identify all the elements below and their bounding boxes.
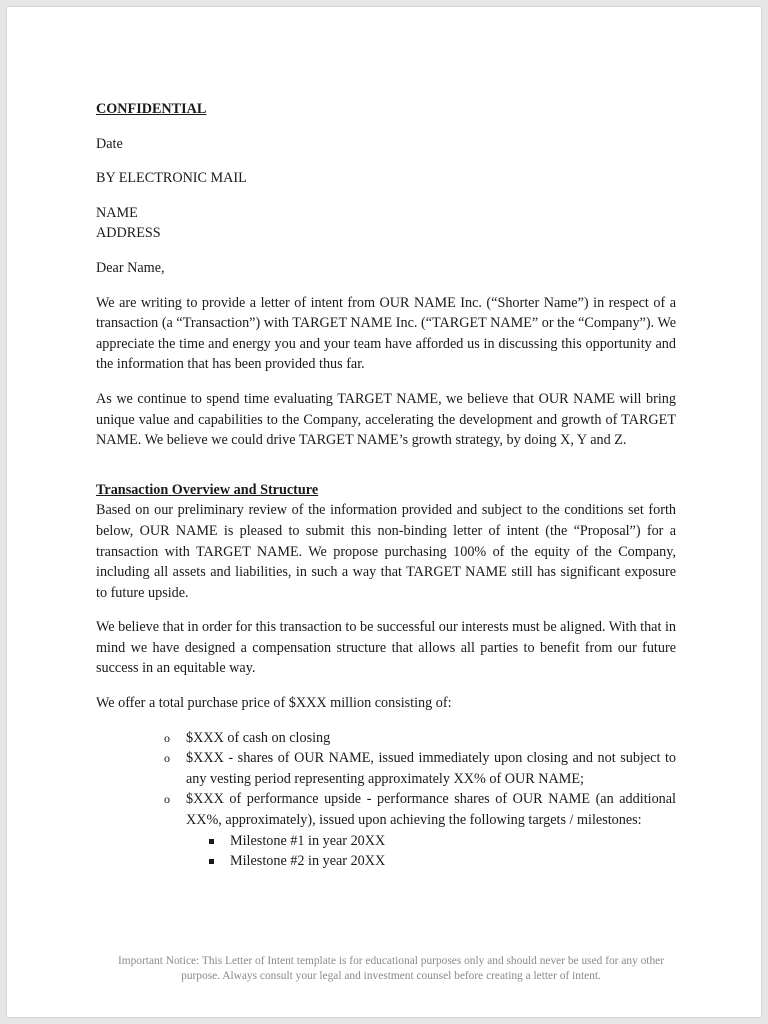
delivery-method: BY ELECTRONIC MAIL <box>96 170 247 187</box>
purchase-price-paragraph: We offer a total purchase price of $XXX million consisting of: <box>96 695 452 712</box>
list-item-text: $XXX of performance upside - performance shares of OUR NAME (an additional XX%, approximately), issued upon achieving the following targets / milestones: <box>186 791 676 829</box>
letter-body <box>96 99 676 872</box>
milestone-item <box>230 831 676 852</box>
date-line: Date <box>96 135 123 152</box>
important-notice: Important Notice: This Letter of Intent template is for educational purposes only and should never be used for any other purpose. Always consult your legal and investment counsel before creating a letter of intent. <box>117 955 665 983</box>
square-bullet-icon <box>209 839 214 844</box>
milestone-text: Milestone #2 in year 20XX <box>230 853 386 870</box>
list-item <box>164 728 676 749</box>
list-item <box>164 748 676 789</box>
milestone-text: Milestone #1 in year 20XX <box>230 832 386 849</box>
recipient-address: ADDRESS <box>96 225 161 242</box>
square-bullet-icon <box>209 859 214 864</box>
salutation: Dear Name, <box>96 259 165 276</box>
alignment-paragraph: We believe that in order for this transaction to be successful our interests must be aligned. With that in mind we have designed a compensation structure that allows all parties to benefit from our future success in an equitable way. <box>96 619 676 677</box>
list-item-text: $XXX of cash on closing <box>186 729 331 746</box>
intro-paragraph: We are writing to provide a letter of intent from OUR NAME Inc. (“Shorter Name”) in respect of a transaction (a “Transaction”) with TARGET NAME Inc. (“TARGET NAME” or the “Company”). We appreciate the time and energy you and your team have afforded us in discussing this opportunity and the information that has been provided thus far. <box>96 294 676 373</box>
list-item <box>164 789 676 871</box>
milestone-list <box>186 831 676 872</box>
recipient-block <box>96 203 676 244</box>
list-item-text: $XXX - shares of OUR NAME, issued immediately upon closing and not subject to any vesting period representing approximately XX% of OUR NAME; <box>186 750 676 787</box>
circle-bullet-icon: o <box>164 792 170 807</box>
milestone-item <box>230 851 676 872</box>
proposal-paragraph: Based on our preliminary review of the information provided and subject to the conditions set forth below, OUR NAME is pleased to submit this non-binding letter of intent (the “Proposal”) for a transaction with TARGET NAME. We propose purchasing 100% of the equity of the Company, including all assets and liabilities, in such a way that TARGET NAME still has significant exposure to future upside. <box>96 502 676 601</box>
confidential-heading: CONFIDENTIAL <box>96 101 207 117</box>
section-title: Transaction Overview and Structure <box>96 481 319 498</box>
document-page <box>7 7 761 1017</box>
circle-bullet-icon: o <box>164 730 170 745</box>
consideration-list <box>96 728 676 872</box>
recipient-name: NAME <box>96 204 138 221</box>
value-paragraph: As we continue to spend time evaluating TARGET NAME, we believe that OUR NAME will bring unique value and capabilities to the Company, accelerating the development and growth of TARGET NAME. We believe we could drive TARGET NAME’s growth strategy, by doing X, Y and Z. <box>96 390 676 449</box>
circle-bullet-icon: o <box>164 751 170 766</box>
